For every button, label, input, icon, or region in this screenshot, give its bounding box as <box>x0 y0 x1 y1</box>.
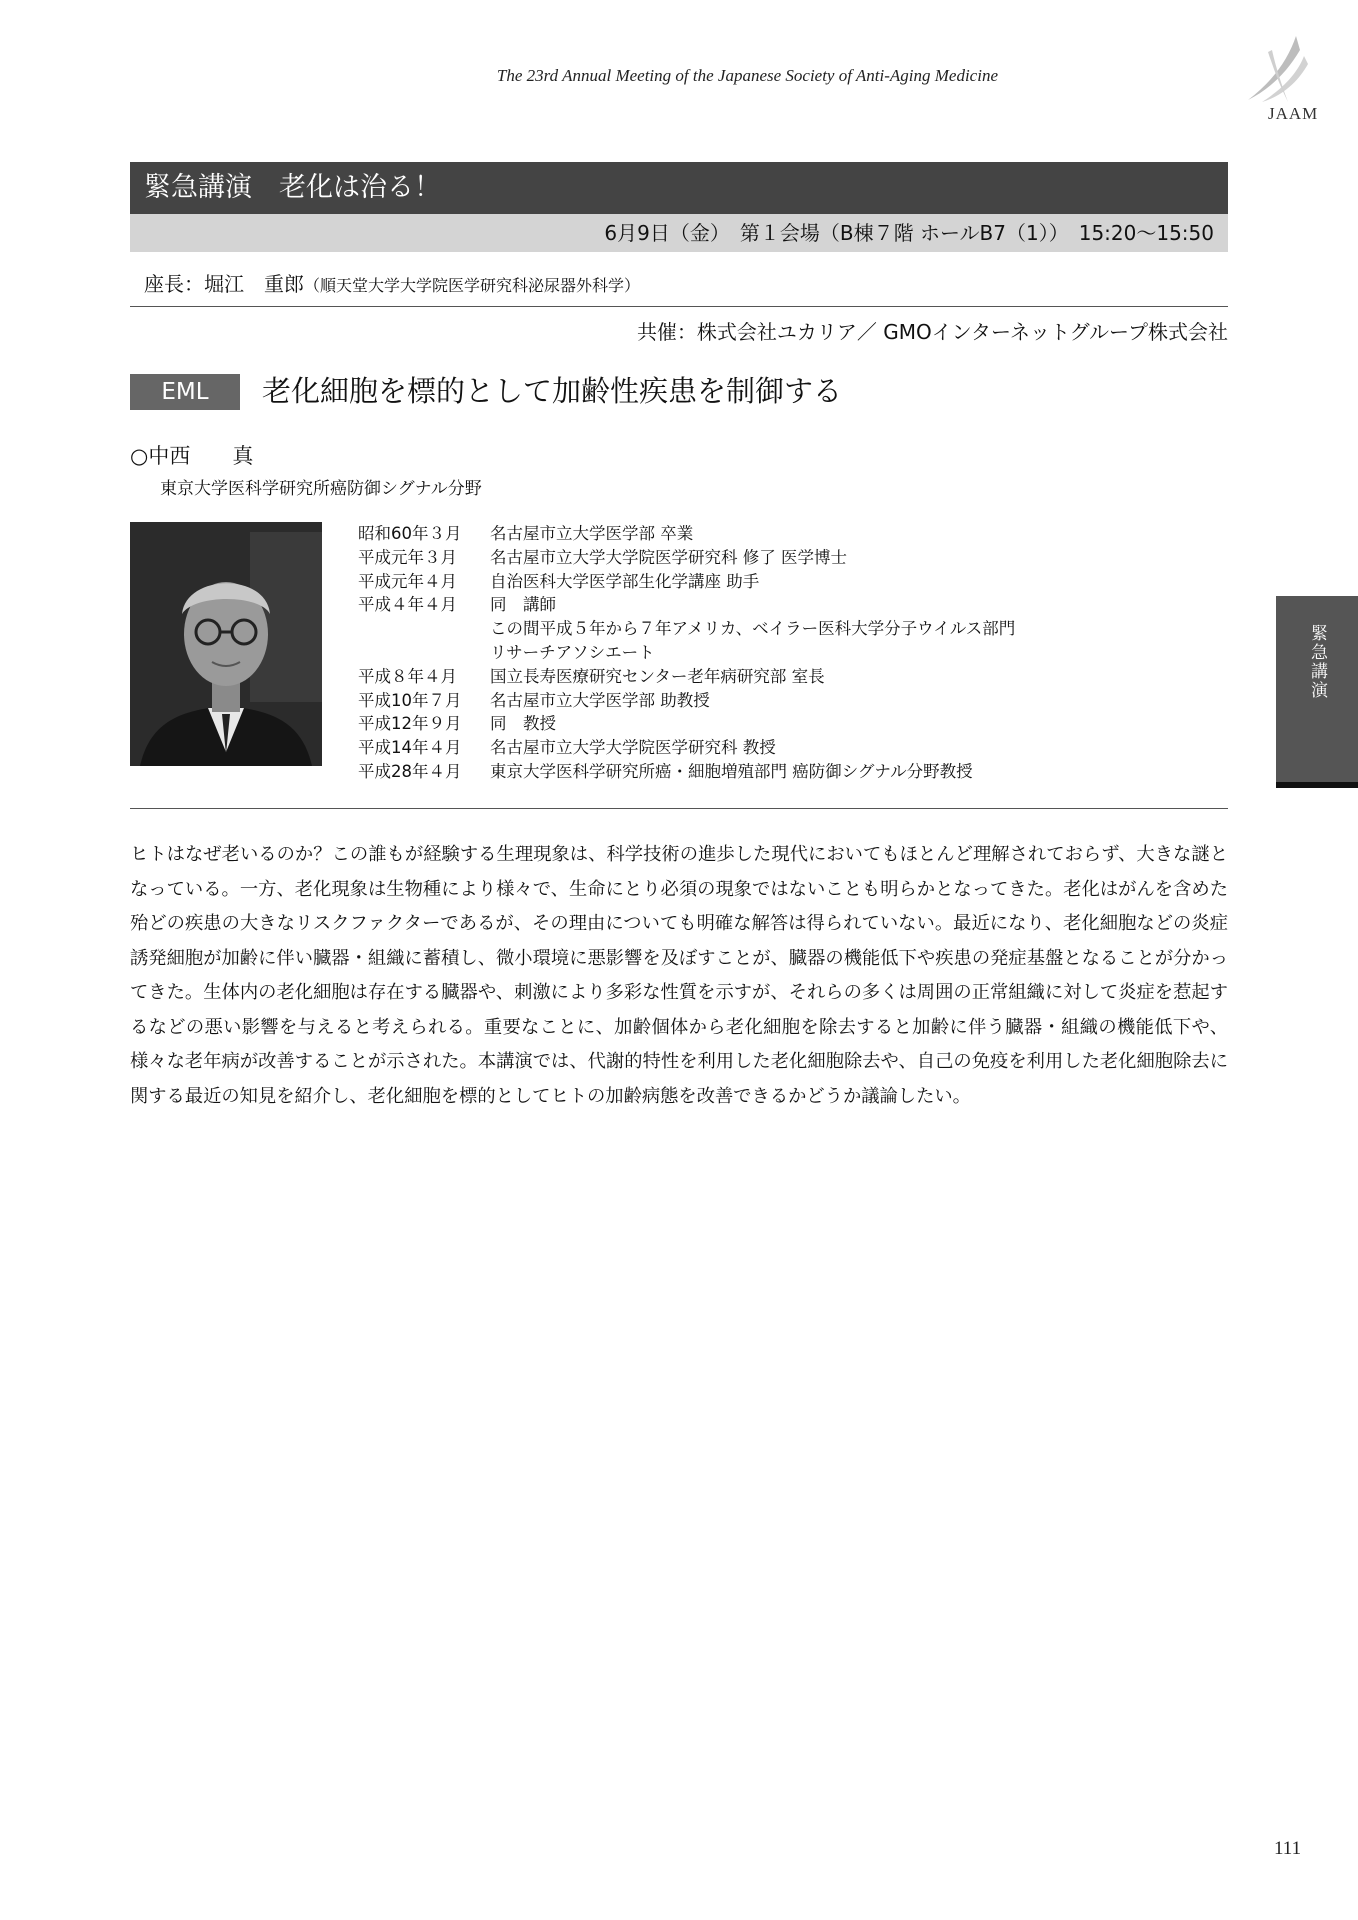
career-text: 東京大学医科学研究所癌・細胞増殖部門 癌防御シグナル分野教授 <box>490 761 973 781</box>
career-date <box>358 617 490 641</box>
career-date: 平成28年４月 <box>358 761 462 781</box>
career-row <box>358 617 1015 641</box>
session-schedule: 6月9日（金） 第１会場（B棟７階 ホールB7（1）） 15:20〜15:50 <box>130 214 1228 252</box>
career-text: 同 教授 <box>490 714 556 734</box>
career-row <box>358 546 1015 570</box>
career-text: 名古屋市立大学医学部 助教授 <box>490 690 710 710</box>
lecture-title: 老化細胞を標的として加齢性疾患を制御する <box>262 374 843 408</box>
career-date: 平成元年４月 <box>358 571 457 591</box>
career-date <box>358 641 490 665</box>
speaker-name: ○中西 真 <box>130 444 254 468</box>
chair-affiliation: （順天堂大学大学院医学研究科泌尿器外科学） <box>304 276 641 295</box>
career-text: この間平成５年から７年アメリカ、ベイラー医科大学分子ウイルス部門 <box>490 619 1016 639</box>
career-text: 名古屋市立大学大学院医学研究科 教授 <box>490 738 776 758</box>
career-row <box>358 689 1015 713</box>
career-date: 平成元年３月 <box>358 547 457 567</box>
career-row <box>358 593 1015 617</box>
side-tab-label: 緊急講演 <box>1307 624 1327 700</box>
career-row <box>358 570 1015 594</box>
career-date: 平成10年７月 <box>358 690 462 710</box>
logo-text: JAAM <box>1268 104 1319 123</box>
career-date: 平成12年９月 <box>358 714 462 734</box>
abstract-text: ヒトはなぜ老いるのか？この誰もが経験する生理現象は、科学技術の進歩した現代においてもほとんど理解されておらず、大きな謎となっている。一方、老化現象は生物種により様々で、生命にとり必須の現象ではないことも明らかとなってきた。老化はがんを含めた殆どの疾患の大きなリスクファクターであるが、その理由についても明確な解答は得られていない。最近になり、老化細胞などの炎症誘発細胞が加齢に伴い臓器・組織に蓄積し、微小環境に悪影響を及ぼすことが、臓器の機能低下や疾患の発症基盤となることが分かってきた。生体内の老化細胞は存在する臓器や、刺激により多彩な性質を示すが、それらの多くは周囲の正常組織に対して炎症を惹起するなどの悪い影響を与えると考えられる。重要なことに、加齢個体から老化細胞を除去すると加齢に伴う臓器・組織の機能低下や、様々な老年病が改善することが示された。本講演では、代謝的特性を利用した老化細胞除去や、自己の免疫を利用した老化細胞除去に関する最近の知見を紹介し、老化細胞を標的としてヒトの加齢病態を改善できるかどうか議論したい。 <box>130 844 1228 1107</box>
career-row <box>358 641 1015 665</box>
cohost: 共催：株式会社ユカリア／ GMOインターネットグループ株式会社 <box>636 320 1228 344</box>
career-row <box>358 760 1015 784</box>
page-number: 111 <box>1274 1838 1302 1859</box>
speaker-affiliation: 東京大学医科学研究所癌防御シグナル分野 <box>160 479 482 499</box>
speaker-photo <box>130 522 322 766</box>
section-side-tab <box>1276 596 1358 788</box>
session-title: 緊急講演 老化は治る！ <box>130 162 1228 214</box>
career-text: リサーチアソシエート <box>490 642 655 662</box>
portrait-icon <box>130 522 322 766</box>
career-date: 平成14年４月 <box>358 738 462 758</box>
career-date: 平成８年４月 <box>358 666 457 686</box>
career-row <box>358 736 1015 760</box>
career-text: 国立長寿医療研究センター老年病研究部 室長 <box>490 666 825 686</box>
career-text: 同 講師 <box>490 595 556 615</box>
chair-name: 座長：堀江 重郎 <box>144 272 304 296</box>
chairperson <box>144 268 640 297</box>
meeting-header: The 23rd Annual Meeting of the Japanese Society of Anti-Aging Medicine <box>496 66 998 85</box>
divider <box>130 306 1228 307</box>
career-row <box>358 712 1015 736</box>
career-list <box>358 522 1015 784</box>
career-date: 昭和60年３月 <box>358 524 462 543</box>
career-row <box>358 522 1015 546</box>
career-text: 自治医科大学医学部生化学講座 助手 <box>490 571 760 591</box>
career-text: 名古屋市立大学医学部 卒業 <box>490 524 694 543</box>
career-row <box>358 665 1015 689</box>
divider <box>130 808 1228 809</box>
career-text: 名古屋市立大学大学院医学研究科 修了 医学博士 <box>490 547 847 567</box>
career-date: 平成４年４月 <box>358 595 457 615</box>
lecture-code-badge: EML <box>130 374 240 410</box>
